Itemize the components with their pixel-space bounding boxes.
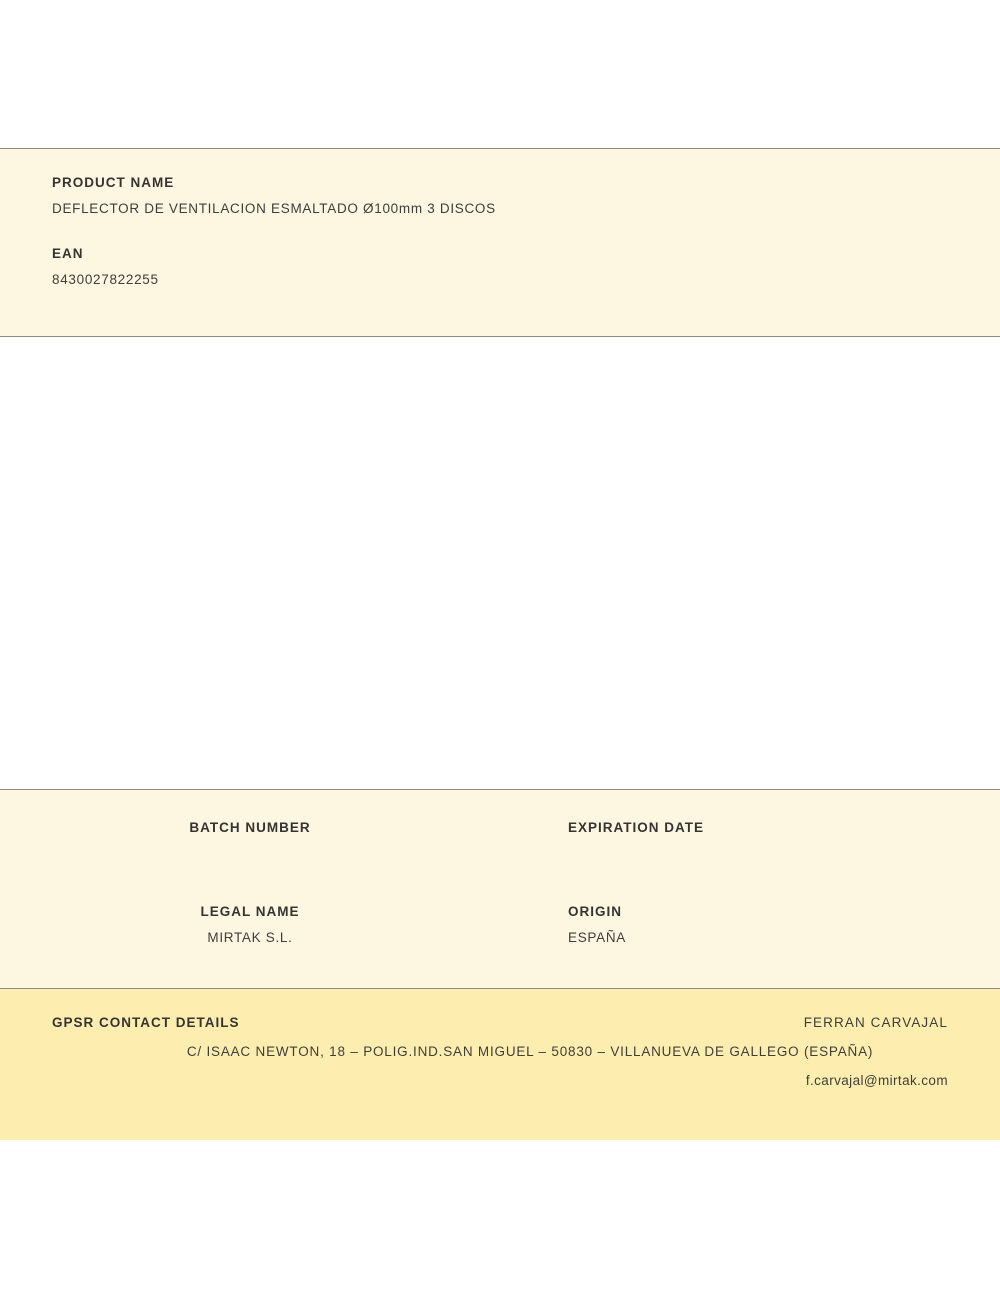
- expiration-date-cell: [500, 820, 1000, 846]
- product-info-section: [0, 148, 1000, 337]
- product-name-value: DEFLECTOR DE VENTILACION ESMALTADO Ø100mm 3 DISCOS: [52, 201, 496, 216]
- ean-label: EAN: [52, 246, 84, 261]
- row-spacer: [0, 846, 1000, 904]
- legal-name-label: LEGAL NAME: [200, 904, 300, 919]
- section-spacer: [52, 216, 948, 246]
- contact-person-name: FERRAN CARVAJAL: [803, 1015, 948, 1030]
- contact-email: f.carvajal@mirtak.com: [805, 1073, 948, 1088]
- legal-name-cell: [0, 904, 500, 945]
- legal-name-value: MIRTAK S.L.: [207, 930, 293, 945]
- gpsr-contact-section: [0, 988, 1000, 1140]
- product-name-label: PRODUCT NAME: [52, 175, 175, 190]
- top-blank-area: [0, 0, 1000, 148]
- ean-value: 8430027822255: [52, 272, 159, 287]
- gpsr-contact-title: GPSR CONTACT DETAILS: [52, 1015, 240, 1030]
- contact-address: C/ ISAAC NEWTON, 18 – POLIG.IND.SAN MIGUEL – 50830 – VILLANUEVA DE GALLEGO (ESPAÑA): [186, 1044, 874, 1059]
- origin-label: ORIGIN: [568, 904, 623, 919]
- batch-number-cell: [0, 820, 500, 846]
- legal-origin-row: [0, 904, 1000, 945]
- image-placeholder-area: [0, 337, 1000, 789]
- batch-expiration-row: [0, 820, 1000, 846]
- batch-origin-section: [0, 789, 1000, 988]
- origin-cell: [500, 904, 1000, 945]
- batch-number-label: BATCH NUMBER: [189, 820, 311, 835]
- bottom-blank-area: [0, 1140, 1000, 1300]
- expiration-date-label: EXPIRATION DATE: [568, 820, 705, 835]
- origin-value: ESPAÑA: [568, 930, 626, 945]
- contact-header-row: [52, 1015, 948, 1030]
